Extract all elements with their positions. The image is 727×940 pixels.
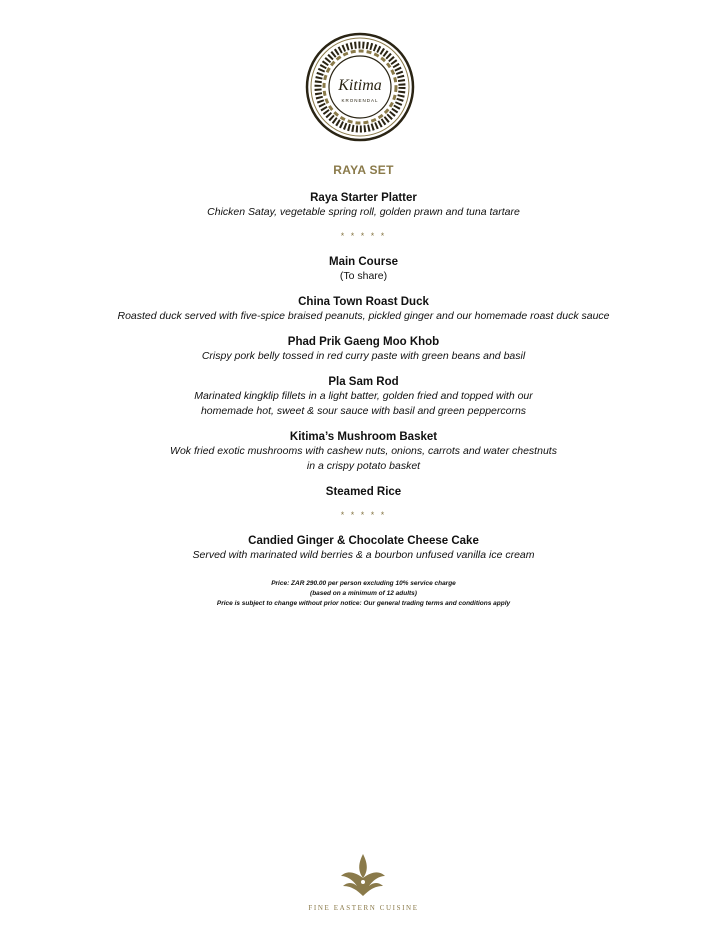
dish-name: Pla Sam Rod bbox=[328, 376, 399, 388]
price-line: Price: ZAR 290.00 per person excluding 10% service charge bbox=[271, 580, 456, 587]
logo-sub: KRONENDAL bbox=[341, 98, 379, 103]
logo-brand: Kitima bbox=[338, 77, 382, 94]
dessert-desc: Served with marinated wild berries & a bourbon unfused vanilla ice cream bbox=[192, 549, 535, 561]
dish-desc: in a crispy potato basket bbox=[306, 460, 421, 472]
dish-item bbox=[0, 485, 727, 499]
dessert-dish bbox=[0, 534, 727, 563]
main-course-heading bbox=[0, 255, 727, 284]
starter-name: Raya Starter Platter bbox=[310, 192, 417, 204]
dish-item bbox=[0, 430, 727, 474]
menu-content bbox=[0, 163, 727, 609]
starter-desc: Chicken Satay, vegetable spring roll, golden prawn and tuna tartare bbox=[207, 206, 520, 218]
dessert-name: Candied Ginger & Chocolate Cheese Cake bbox=[248, 535, 479, 547]
price-line: Price is subject to change without prior notice: Our general trading terms and conditions apply bbox=[216, 600, 511, 607]
dish-item bbox=[0, 375, 727, 419]
dish-item bbox=[0, 295, 727, 324]
dish-desc: Marinated kingklip fillets in a light batter, golden fried and topped with our bbox=[194, 390, 533, 402]
kitima-logo bbox=[305, 32, 415, 142]
dish-name: Steamed Rice bbox=[325, 486, 402, 498]
set-title: RAYA SET bbox=[333, 163, 394, 177]
price-notice bbox=[0, 579, 727, 609]
dish-desc: Crispy pork belly tossed in red curry paste with green beans and basil bbox=[201, 350, 526, 362]
main-course-note: (To share) bbox=[339, 270, 388, 282]
dish-name: Phad Prik Gaeng Moo Khob bbox=[287, 336, 440, 348]
lotus-emblem-icon bbox=[335, 852, 391, 898]
dish-item bbox=[0, 335, 727, 364]
dish-desc: Roasted duck served with five-spice braised peanuts, pickled ginger and our homemade roast duck sauce bbox=[117, 310, 610, 322]
footer-tagline: FINE EASTERN CUISINE bbox=[308, 904, 419, 912]
dish-desc: Wok fried exotic mushrooms with cashew nuts, onions, carrots and water chestnuts bbox=[170, 445, 557, 457]
starter-dish bbox=[0, 191, 727, 220]
price-line: (based on a minimum of 12 adults) bbox=[310, 590, 417, 597]
dish-desc: homemade hot, sweet & sour sauce with basil and green peppercorns bbox=[200, 405, 527, 417]
divider-stars: * * * * * bbox=[340, 231, 387, 241]
divider-stars: * * * * * bbox=[340, 510, 387, 520]
main-course-name: Main Course bbox=[328, 256, 398, 268]
dish-name: China Town Roast Duck bbox=[298, 296, 429, 308]
dish-name: Kitima’s Mushroom Basket bbox=[289, 431, 438, 443]
